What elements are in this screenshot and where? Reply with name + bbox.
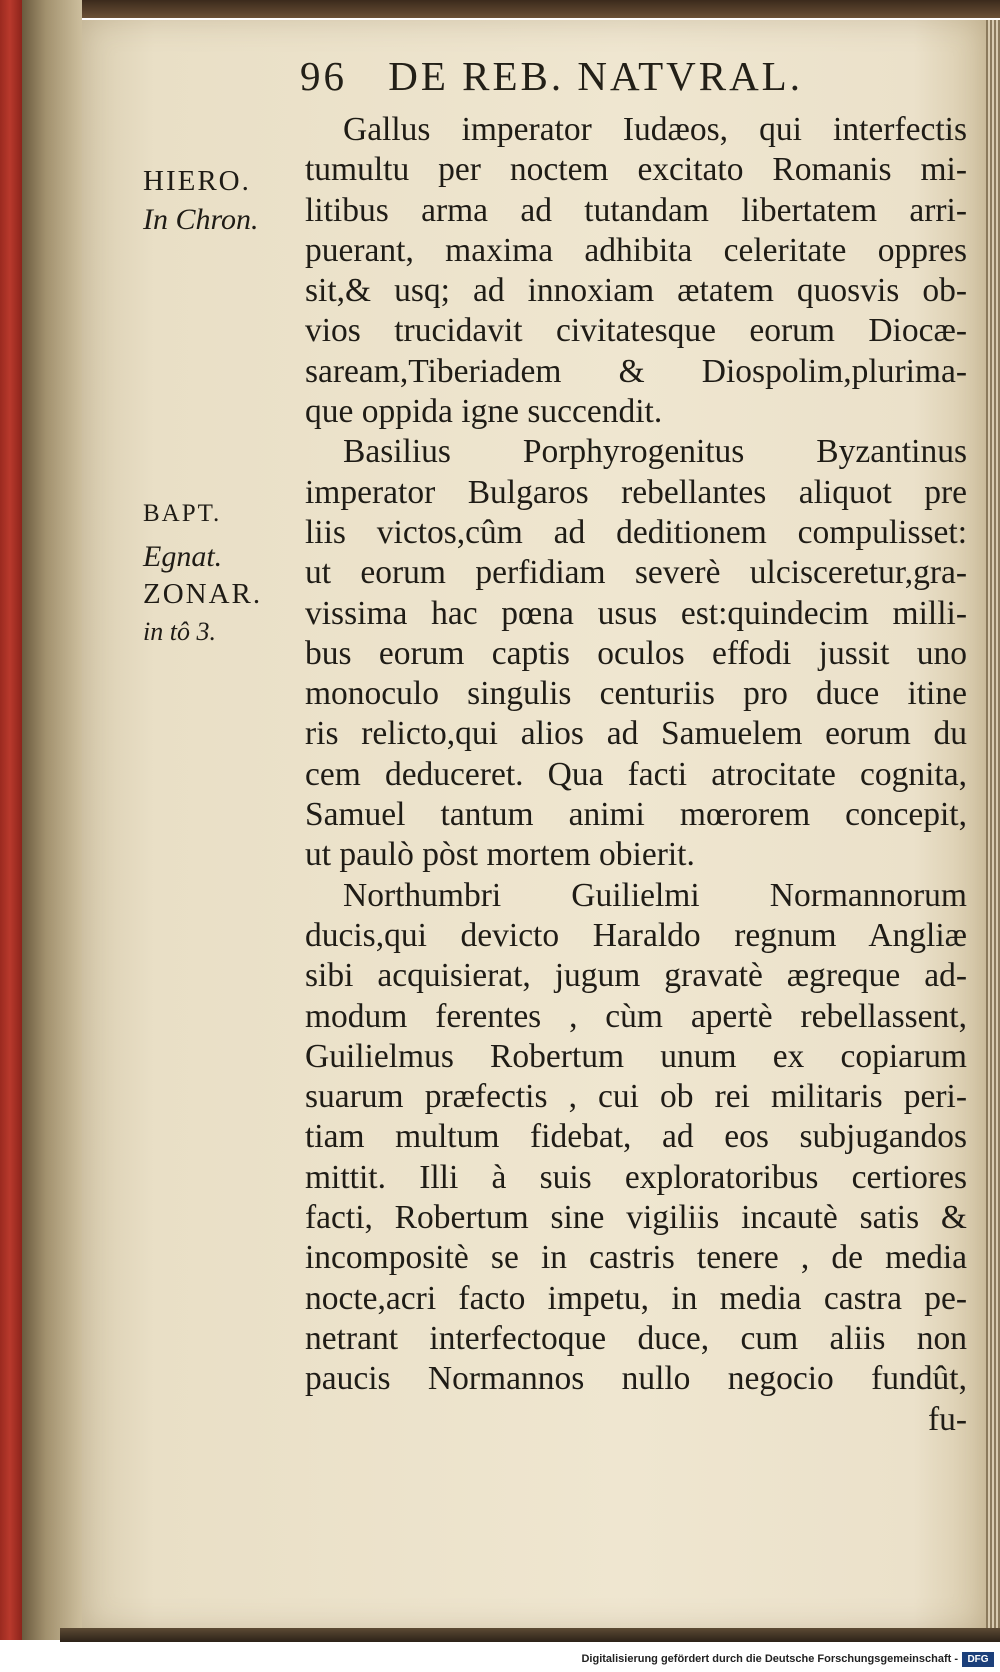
text-line: netrant interfectoque duce, cum aliis non (305, 1319, 967, 1357)
text-line: mittit. Illi à suis exploratoribus certiores (305, 1158, 967, 1196)
page-number: 96 (300, 53, 347, 99)
text-line: ut eorum perfidiam severè ulcisceretur,gra- (305, 554, 967, 592)
book-edge (0, 0, 22, 1640)
text-line: litibus arma ad tutandam libertatem arri- (305, 191, 967, 229)
text-line: tiam multum fidebat, ad eos subjugandos (305, 1118, 967, 1156)
text-line: modum ferentes , cùm apertè rebellassent, (305, 997, 967, 1035)
text-line: suarum præfectis , cui ob rei militaris peri- (305, 1078, 967, 1116)
text-line: sit,& usq; ad innoxiam ætatem quosvis ob- (305, 272, 967, 310)
text-line: vios trucidavit civitatesque eorum Diocæ- (305, 312, 967, 350)
margin-note: BAPT. (143, 500, 222, 527)
text-line: nocte,acri facto impetu, in media castra pe- (305, 1279, 967, 1317)
text-line: Basilius Porphyrogenitus Byzantinus (343, 433, 967, 471)
margin-note: In Chron. (143, 203, 259, 236)
margin-note: Egnat. (143, 540, 223, 573)
text-line: Guilielmus Robertum unum ex copiarum (305, 1037, 967, 1075)
text-line: ducis,qui devicto Haraldo regnum Angliæ (305, 916, 967, 954)
catchword: fu- (927, 1400, 967, 1438)
text-line: bus eorum captis oculos effodi jussit uno (305, 634, 967, 672)
text-line: liis victos,cûm ad deditionem compulisset: (305, 513, 967, 551)
book-cover-top (0, 0, 1000, 18)
main-text (305, 110, 967, 1440)
text-line: imperator Bulgaros rebellantes aliquot pre (305, 473, 967, 511)
text-line: tumultu per noctem excitato Romanis mi- (305, 151, 967, 189)
gutter-shadow (22, 0, 82, 1640)
margin-note: HIERO. (143, 165, 251, 197)
text-line: que oppida igne succendit. (305, 393, 663, 431)
text-line: monoculo singulis centuriis pro duce itine (305, 675, 967, 713)
running-title: DE REB. NATVRAL. (388, 53, 803, 99)
funding-credit: Digitalisierung gefördert durch die Deutsche Forschungsgemeinschaft - (581, 1653, 958, 1665)
text-line: Gallus imperator Iudæos, qui interfectis (343, 111, 967, 148)
text-line: Northumbri Guilielmi Normannorum (343, 876, 967, 914)
text-line: puerant, maxima adhibita celeritate oppres (305, 231, 967, 269)
text-line: paucis Normannos nullo negocio fundût, (305, 1360, 967, 1398)
page-fore-edge (986, 20, 1000, 1630)
running-head (300, 52, 920, 100)
margin-note: in tô 3. (143, 617, 216, 646)
text-line: vissima hac pœna usus est:quindecim milli- (305, 594, 967, 632)
text-line: ut paulò pòst mortem obierit. (305, 836, 695, 874)
footer-bar (0, 1650, 1000, 1672)
text-line: saream,Tiberiadem & Diospolim,plurima- (305, 352, 967, 390)
text-line: incompositè se in castris tenere , de media (305, 1239, 967, 1277)
text-line: cem deduceret. Qua facti atrocitate cognita, (305, 755, 967, 793)
text-line: ris relicto,qui alios ad Samuelem eorum du (305, 715, 967, 753)
page-bottom-edge (60, 1628, 1000, 1642)
dfg-logo: DFG (962, 1652, 994, 1667)
text-line: facti, Robertum sine vigiliis incautè satis & (305, 1199, 967, 1237)
text-line: sibi acquisierat, jugum gravatè ægreque ad- (305, 957, 967, 995)
margin-note: ZONAR. (143, 578, 263, 610)
text-line: Samuel tantum animi mœrorem concepit, (305, 796, 967, 834)
